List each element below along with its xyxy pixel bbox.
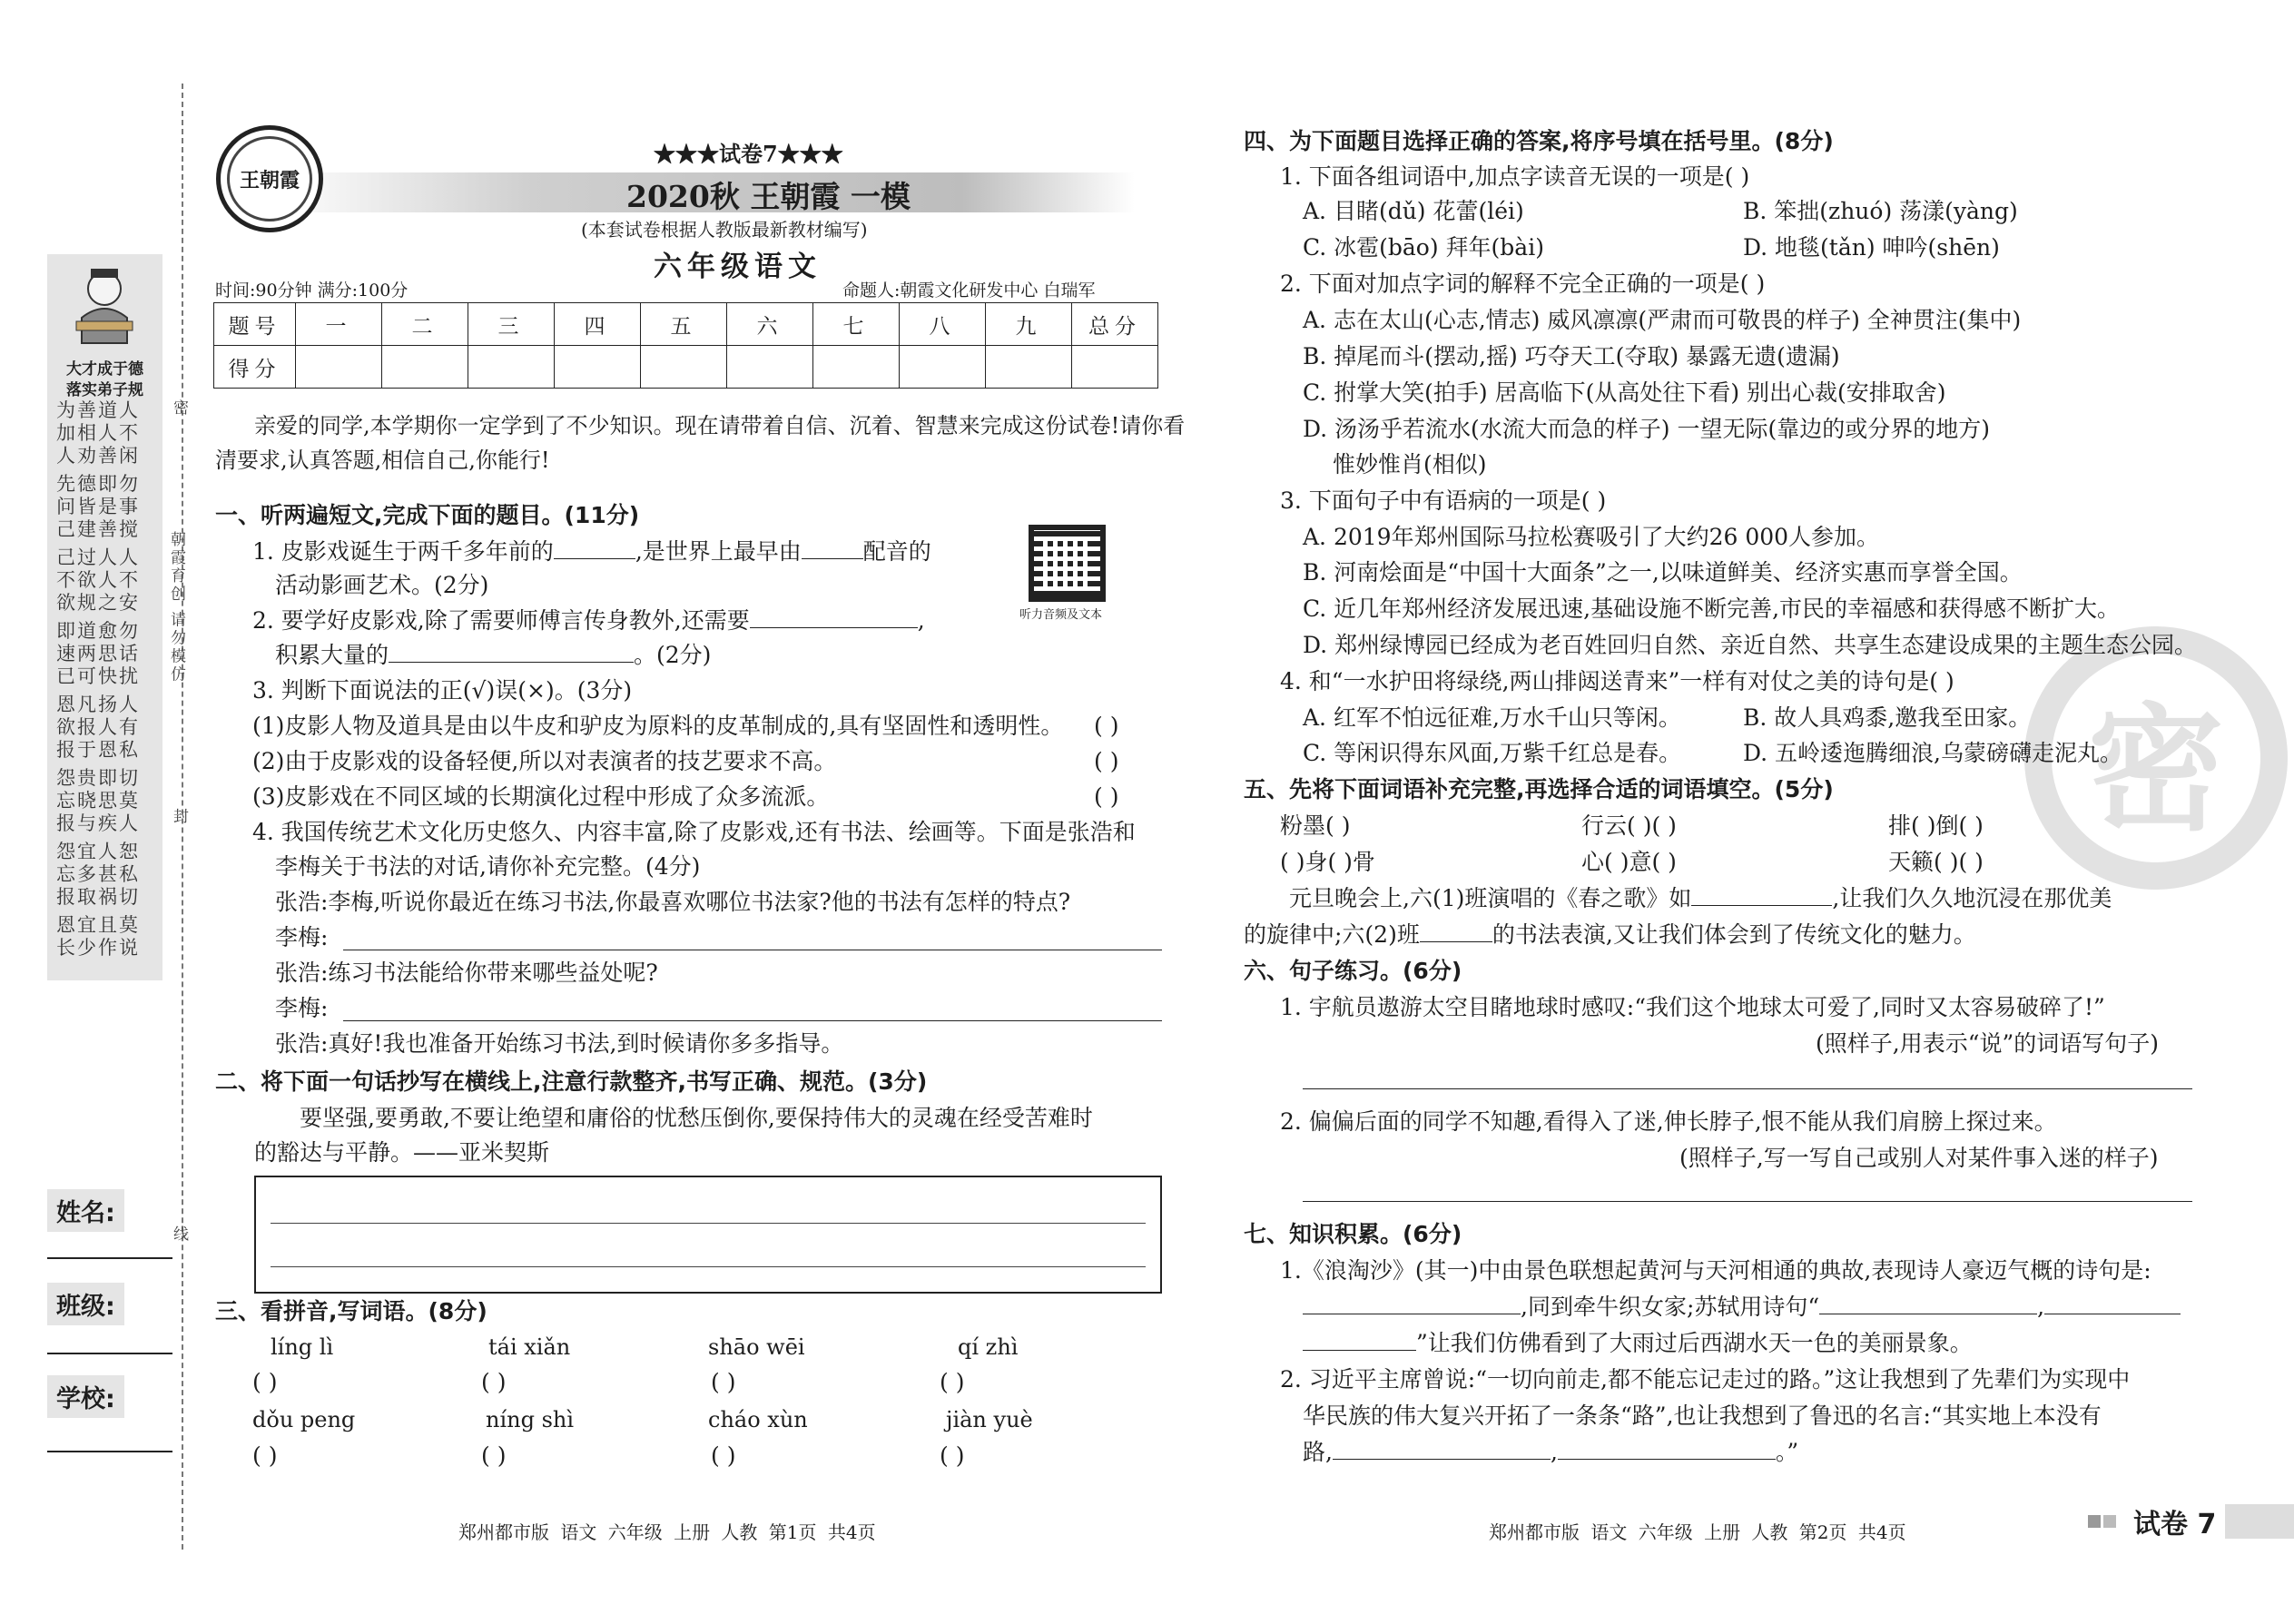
moral-line: 即道愈勿 [56, 620, 140, 642]
writing-line [271, 1266, 1146, 1267]
option[interactable]: A. 红军不怕远征难,万水千山只等闲。 [1303, 704, 1681, 731]
dialogue-line: 李梅: [275, 924, 329, 950]
s7-k1-cont2: ”让我们仿佛看到了大雨过后西湖水天一色的美丽景象。 [1303, 1325, 1973, 1362]
moral-line: 怨贵即切 [56, 767, 140, 789]
moral-line: 问皆是事 [56, 496, 140, 517]
s1-q1: 1. 皮影戏诞生于两千多年前的 ,是世界上最早由 配音的 [252, 538, 931, 565]
section4-title: 四、为下面题目选择正确的答案,将序号填在括号里。(8分) [1244, 128, 1834, 154]
intro-line-1: 亲爱的同学,本学期你一定学到了不少知识。现在请带着自信、沉着、智慧来完成这份试卷!请你看 [254, 413, 1186, 438]
s1-q3-item: (2)由于皮影戏的设备轻便,所以对表演者的技艺要求不高。 [252, 748, 837, 774]
s5-fill-sentence: 元旦晚会上,六(1)班演唱的《春之歌》如 ,让我们久久地沉浸在那优美 [1289, 885, 2112, 911]
s5-fill-sentence-cont: 的旋律中;六(2)班 的书法表演,又让我们体会到了传统文化的魅力。 [1244, 921, 1976, 948]
paper-series: ★★★试卷7★★★ [654, 141, 843, 167]
pinyin: dǒu peng [252, 1407, 356, 1432]
answer-line[interactable] [343, 949, 1162, 950]
s7-k1-cont: ,同到牵牛织女家;苏轼用诗句“ , [1303, 1289, 2181, 1325]
grade-subject: 六年级语文 [654, 251, 822, 283]
exam-author: 命题人:朝霞文化研发中心 白瑞军 [842, 281, 1096, 300]
seal-mark: 封 [170, 808, 188, 826]
answer-paren[interactable]: ( ) [481, 1442, 507, 1469]
section5-title: 五、先将下面词语补充完整,再选择合适的词语填空。(5分) [1244, 776, 1834, 802]
option[interactable]: B. 故人具鸡黍,邀我至田家。 [1743, 704, 2032, 731]
seal-mark: 线 [170, 1225, 188, 1244]
tag-square [2088, 1515, 2101, 1528]
s6-sentence: 2. 偏偏后面的同学不知趣,看得入了迷,伸长脖子,恨不能从我们肩膀上探过来。 [1280, 1108, 2057, 1135]
s6-requirement: (照样子,用表示“说”的词语写句子) [1816, 1030, 2160, 1057]
s7-k2: 2. 习近平主席曾说:“一切向前走,都不能忘记走过的路。”这让我想到了先辈们为实现中 [1280, 1366, 2131, 1393]
score-head-label: 题号 [214, 303, 296, 346]
class-label: 班级: [47, 1283, 124, 1325]
blank[interactable] [1420, 940, 1492, 942]
moral-line: 忘晓思莫 [56, 790, 140, 812]
answer-paren[interactable]: ( ) [252, 1369, 278, 1395]
answer-paren[interactable]: ( ) [940, 1442, 965, 1469]
blank[interactable] [1558, 1458, 1776, 1460]
score-col: 总分 [1072, 303, 1158, 346]
motto-bottom: 落实弟子规 [66, 381, 143, 399]
score-col: 八 [900, 303, 986, 346]
answer-paren[interactable]: ( ) [1094, 713, 1119, 739]
seal-mark: 密 [170, 399, 188, 418]
s1-q3: 3. 判断下面说法的正(√)误(×)。(3分) [252, 677, 633, 704]
blank[interactable] [1303, 1349, 1416, 1351]
dialogue-line: 张浩:练习书法能给你带来哪些益处呢? [275, 960, 658, 986]
scholar-illustration [64, 263, 145, 349]
logo: 王朝霞 [216, 125, 323, 232]
footer-right: 郑州都市版 语文 六年级 上册 人教 第2页 共4页 [1489, 1521, 1906, 1543]
word-fill[interactable]: 排( )倒( ) [1888, 812, 1984, 839]
moral-line: 忘多甚私 [56, 863, 140, 885]
score-cell[interactable] [727, 346, 813, 389]
s1-q2-cont: 积累大量的 。(2分) [275, 642, 712, 668]
qr-caption: 听力音频及文本 [1019, 608, 1103, 622]
exam-title: 2020秋 王朝霞 一模 [626, 179, 911, 214]
word-fill[interactable]: ( )身( )骨 [1280, 849, 1375, 875]
option[interactable]: D. 五岭逶迤腾细浪,乌蒙磅礴走泥丸。 [1743, 740, 2122, 766]
tag-square [2103, 1515, 2116, 1528]
blank[interactable] [1691, 904, 1832, 906]
option[interactable]: C. 近几年郑州经济发展迅速,基础设施不断完善,市民的幸福感和获得感不断扩大。 [1303, 595, 2121, 622]
pinyin: qí zhì [958, 1334, 1019, 1360]
s4-q2: 2. 下面对加点字词的解释不完全正确的一项是( ) [1280, 271, 1766, 297]
word-fill[interactable]: 粉墨( ) [1280, 812, 1351, 839]
exam-subtitle: (本套试卷根据人教版最新教材编写) [581, 219, 868, 241]
intro-line-2: 清要求,认真答题,相信自己,你能行! [215, 448, 550, 473]
s1-q3-item: (3)皮影戏在不同区域的长期演化过程中形成了众多流派。 [252, 783, 830, 810]
s4-q4: 4. 和“一水护田将绿绕,两山排闼送青来”一样有对仗之美的诗句是( ) [1280, 668, 1954, 694]
moral-line: 报于恩私 [56, 739, 140, 761]
s1-q4-cont: 李梅关于书法的对话,请你补充完整。(4分) [275, 853, 701, 880]
option[interactable]: B. 掉尾而斗(摆动,摇) 巧夺天工(夺取) 暴露无遗(遗漏) [1303, 343, 1840, 369]
answer-line[interactable] [1303, 1200, 2192, 1202]
dialogue-line: 张浩:真好!我也准备开始练习书法,到时候请你多多指导。 [275, 1030, 844, 1057]
name-line[interactable] [47, 1257, 172, 1259]
copy-writing-box[interactable] [254, 1176, 1162, 1294]
option[interactable]: C. 拊掌大笑(拍手) 居高临下(从高处往下看) 别出心裁(安排取舍) [1303, 379, 1946, 406]
class-line[interactable] [47, 1353, 172, 1354]
moral-line: 人劝善闲 [56, 445, 140, 467]
moral-line: 不欲人不 [56, 569, 140, 591]
dialogue-line: 李梅: [275, 995, 329, 1021]
option[interactable]: D. 地毯(tǎn) 呻吟(shēn) [1743, 234, 2000, 261]
score-cell[interactable] [1072, 346, 1158, 389]
score-cell[interactable] [468, 346, 555, 389]
blank[interactable] [389, 661, 634, 663]
section2-title: 二、将下面一句话抄写在横线上,注意行款整齐,书写正确、规范。(3分) [215, 1068, 928, 1095]
moral-line: 欲规之安 [56, 592, 140, 614]
moral-line: 速两思话 [56, 643, 140, 664]
moral-line: 欲报人有 [56, 716, 140, 738]
score-col: 六 [727, 303, 813, 346]
blank[interactable] [750, 626, 918, 628]
tag-fill [2225, 1504, 2294, 1539]
moral-line: 为善道人 [56, 399, 140, 421]
paper-tag [2088, 1500, 2294, 1543]
watermark-seal: 密 [2024, 626, 2288, 890]
score-col: 五 [641, 303, 727, 346]
pinyin: níng shì [486, 1407, 575, 1432]
score-table [213, 302, 1158, 389]
moral-line: 报取祸切 [56, 886, 140, 908]
moral-line: 恩宜且莫 [56, 914, 140, 936]
section7-title: 七、知识积累。(6分) [1244, 1221, 1462, 1247]
qr-code[interactable] [1029, 525, 1106, 602]
score-cell[interactable] [813, 346, 900, 389]
blank[interactable] [1819, 1313, 2037, 1314]
score-cell[interactable] [382, 346, 468, 389]
s4-q3: 3. 下面句子中有语病的一项是( ) [1280, 487, 1607, 514]
score-cell[interactable] [900, 346, 986, 389]
s6-sentence: 1. 宇航员遨游太空目睹地球时感叹:“我们这个地球太可爱了,同时又太容易破碎了!” [1280, 994, 2105, 1020]
footer-left: 郑州都市版 语文 六年级 上册 人教 第1页 共4页 [458, 1521, 876, 1543]
score-col: 四 [555, 303, 641, 346]
score-col: 一 [296, 303, 382, 346]
moral-line: 怨宜人恕 [56, 841, 140, 862]
s7-k2-cont: 华民族的伟大复兴开拓了一条条“路”,也让我想到了鲁迅的名言:“其实地上本没有 [1303, 1403, 2102, 1429]
score-col: 七 [813, 303, 900, 346]
s7-k2-cont2: 路, , 。” [1303, 1439, 1799, 1465]
s1-q3-item: (1)皮影人物及道具是由以牛皮和驴皮为原料的皮革制成的,具有坚固性和透明性。 [252, 713, 1064, 739]
score-cell[interactable] [986, 346, 1072, 389]
answer-paren[interactable]: ( ) [1094, 783, 1119, 810]
moral-line: 长少作说 [56, 937, 140, 959]
score-cell[interactable] [296, 346, 382, 389]
word-fill[interactable]: 行云( )( ) [1581, 812, 1677, 839]
moral-line: 加相人不 [56, 422, 140, 444]
answer-paren[interactable]: ( ) [711, 1369, 736, 1395]
pinyin: cháo xùn [708, 1407, 808, 1432]
score-cell[interactable] [555, 346, 641, 389]
section6-title: 六、句子练习。(6分) [1244, 958, 1462, 984]
vertical-note: 朝霞育创 请勿模仿 [167, 531, 185, 684]
score-row-numbers [214, 303, 1158, 346]
moral-line: 恩凡扬人 [56, 694, 140, 715]
moral-line: 先德即勿 [56, 473, 140, 495]
score-col: 二 [382, 303, 468, 346]
school-label: 学校: [47, 1375, 124, 1418]
dialogue-line: 张浩:李梅,听说你最近在练习书法,你最喜欢哪位书法家?他的书法有怎样的特点? [275, 889, 1071, 915]
s6-requirement: (照样子,写一写自己或别人对某件事入迷的样子) [1679, 1145, 2159, 1171]
pinyin: shāo wēi [708, 1334, 805, 1360]
score-cell[interactable] [641, 346, 727, 389]
pinyin: tái xiǎn [488, 1334, 571, 1360]
answer-paren[interactable]: ( ) [940, 1369, 965, 1395]
section1-title: 一、听两遍短文,完成下面的题目。(11分) [215, 502, 640, 528]
option[interactable]: D. 汤汤乎若流水(水流大而急的样子) 一望无际(靠边的或分界的地方) [1303, 416, 1991, 442]
pinyin: líng lì [271, 1334, 334, 1360]
answer-paren[interactable]: ( ) [711, 1442, 736, 1469]
school-line[interactable] [47, 1451, 172, 1452]
option[interactable]: B. 河南烩面是“中国十大面条”之一,以味道鲜美、经济实惠而享誉全国。 [1303, 559, 2023, 586]
moral-line: 己建善搅 [56, 518, 140, 540]
s4-q1: 1. 下面各组词语中,加点字读音无误的一项是( ) [1280, 163, 1750, 190]
blank[interactable] [1333, 1458, 1551, 1460]
moral-line: 报与疾人 [56, 812, 140, 834]
moral-text-block [56, 399, 152, 960]
blank[interactable] [802, 557, 863, 559]
option-cont: 惟妙惟肖(相似) [1333, 451, 1487, 477]
word-fill[interactable]: 天籁( )( ) [1888, 849, 1984, 875]
score-points-label: 得分 [214, 346, 296, 389]
quote-line: 要坚强,要勇敢,不要让绝望和庸俗的忧愁压倒你,要保持伟大的灵魂在经受苦难时 [300, 1105, 1093, 1131]
option[interactable]: A. 志在太山(心志,情志) 威风凛凛(严肃而可敬畏的样子) 全神贯注(集中) [1303, 307, 2022, 333]
option[interactable]: A. 目睹(dǔ) 花蕾(léi) [1303, 198, 1524, 224]
s7-k1: 1.《浪淘沙》(其一)中由景色联想起黄河与天河相通的典故,表现诗人豪迈气概的诗句是: [1280, 1257, 2151, 1284]
answer-line[interactable] [1303, 1088, 2192, 1089]
answer-paren[interactable]: ( ) [1094, 748, 1119, 774]
moral-line: 已可快扰 [56, 665, 140, 687]
score-row-points [214, 346, 1158, 389]
s1-q4: 4. 我国传统艺术文化历史悠久、内容丰富,除了皮影戏,还有书法、绘画等。下面是张浩和 [252, 819, 1136, 845]
answer-paren[interactable]: ( ) [481, 1369, 507, 1395]
pinyin: jiàn yuè [946, 1407, 1033, 1432]
writing-line [271, 1223, 1146, 1224]
quote-line: 的豁达与平静。——亚米契斯 [254, 1139, 550, 1166]
moral-line: 己过人人 [56, 546, 140, 568]
name-label: 姓名: [47, 1189, 124, 1232]
option[interactable]: B. 笨拙(zhuó) 荡漾(yàng) [1743, 198, 2018, 224]
blank[interactable] [1303, 1313, 1521, 1314]
section3-title: 三、看拼音,写词语。(8分) [215, 1298, 487, 1324]
paper-tag-label: 试卷 7 [2133, 1509, 2217, 1540]
s1-q1-cont: 活动影画艺术。(2分) [275, 572, 489, 598]
blank[interactable] [554, 557, 635, 559]
blank[interactable] [2044, 1313, 2181, 1314]
option[interactable]: C. 冰雹(bāo) 拜年(bài) [1303, 234, 1544, 261]
score-col: 九 [986, 303, 1072, 346]
score-col: 三 [468, 303, 555, 346]
motto-top: 大才成于德 [66, 360, 143, 379]
s1-q2: 2. 要学好皮影戏,除了需要师傅言传身教外,还需要 , [252, 607, 925, 634]
answer-paren[interactable]: ( ) [252, 1442, 278, 1469]
option[interactable]: C. 等闲识得东风面,万紫千红总是春。 [1303, 740, 1682, 766]
word-fill[interactable]: 心( )意( ) [1581, 849, 1677, 875]
option[interactable]: D. 郑州绿博园已经成为老百姓回归自然、亲近自然、共享生态建设成果的主题生态公园。 [1303, 632, 2198, 658]
answer-line[interactable] [343, 1019, 1162, 1021]
exam-time: 时间:90分钟 满分:100分 [215, 281, 409, 300]
option[interactable]: A. 2019年郑州国际马拉松赛吸引了大约26 000人参加。 [1303, 524, 1880, 550]
